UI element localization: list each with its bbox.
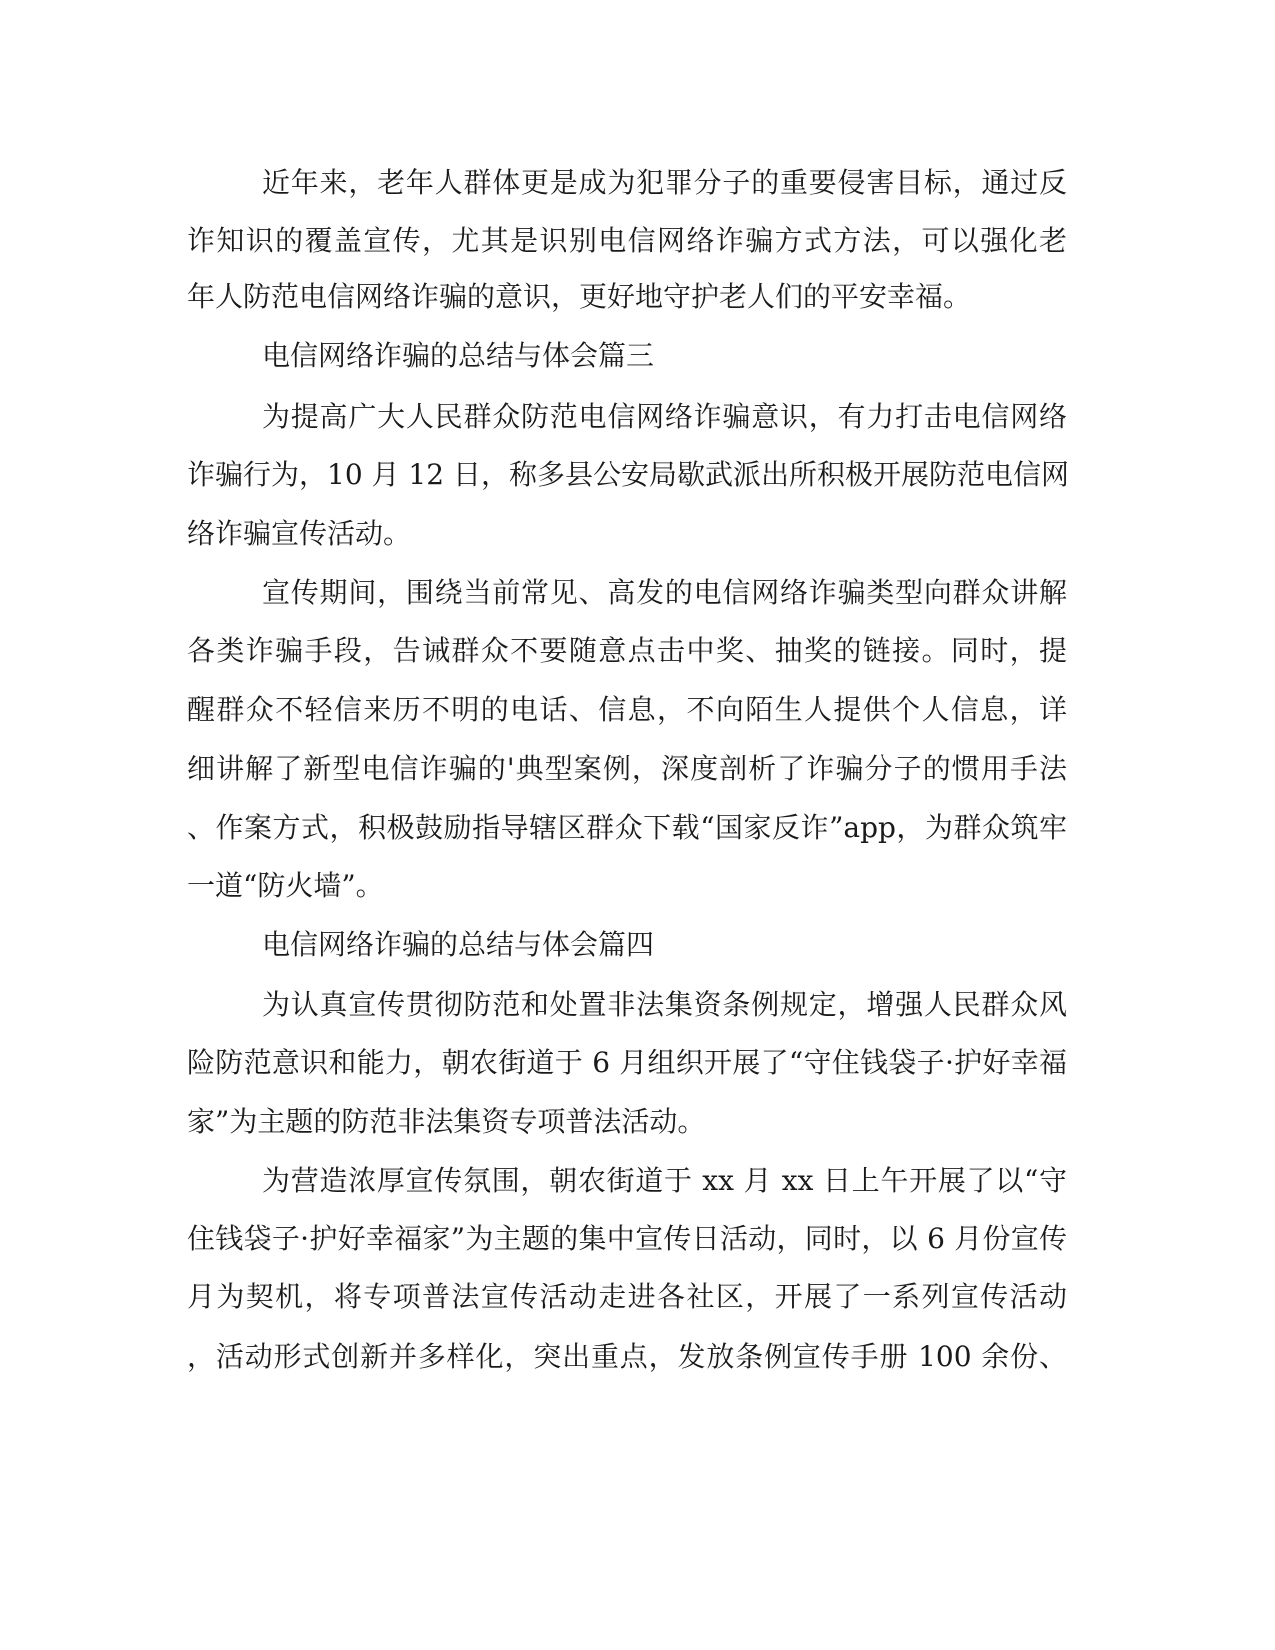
paragraph-line: 络诈骗宣传活动。	[187, 517, 412, 550]
paragraph-line: 为认真宣传贯彻防范和处置非法集资条例规定，增强人民群众风	[262, 988, 1067, 1021]
paragraph-line: 宣传期间，围绕当前常见、高发的电信网络诈骗类型向群众讲解	[262, 576, 1067, 609]
paragraph-line: 住钱袋子·护好幸福家”为主题的集中宣传日活动，同时，以 6 月份宣传	[187, 1222, 1067, 1255]
section-heading: 电信网络诈骗的总结与体会篇四	[262, 928, 655, 961]
paragraph-line: 一道“防火墙”。	[187, 869, 384, 902]
paragraph-line: 为提高广大人民群众防范电信网络诈骗意识，有力打击电信网络	[262, 400, 1067, 433]
paragraph-line: 醒群众不轻信来历不明的电话、信息，不向陌生人提供个人信息，详	[187, 693, 1067, 726]
paragraph-line: 为营造浓厚宣传氛围，朝农街道于 xx 月 xx 日上午开展了以“守	[262, 1164, 1067, 1197]
paragraph-line: 、作案方式，积极鼓励指导辖区群众下载“国家反诈”app，为群众筑牢	[187, 811, 1067, 844]
paragraph-line: 各类诈骗手段，告诫群众不要随意点击中奖、抽奖的链接。同时，提	[187, 634, 1067, 667]
paragraph-line: 险防范意识和能力，朝农街道于 6 月组织开展了“守住钱袋子·护好幸福	[187, 1046, 1067, 1079]
paragraph-line: 家”为主题的防范非法集资专项普法活动。	[187, 1105, 706, 1138]
paragraph-line: 月为契机，将专项普法宣传活动走进各社区，开展了一系列宣传活动	[187, 1280, 1067, 1313]
paragraph-line: ，活动形式创新并多样化，突出重点，发放条例宣传手册 100 余份、	[187, 1340, 1067, 1373]
paragraph-line: 近年来，老年人群体更是成为犯罪分子的重要侵害目标，通过反	[262, 166, 1067, 199]
paragraph-line: 年人防范电信网络诈骗的意识，更好地守护老人们的平安幸福。	[187, 280, 972, 313]
section-heading: 电信网络诈骗的总结与体会篇三	[262, 339, 655, 372]
paragraph-line: 诈骗行为，10 月 12 日，称多县公安局歇武派出所积极开展防范电信网	[187, 458, 1069, 491]
paragraph-line: 诈知识的覆盖宣传，尤其是识别电信网络诈骗方式方法，可以强化老	[187, 224, 1067, 257]
paragraph-line: 细讲解了新型电信诈骗的'典型案例，深度剖析了诈骗分子的惯用手法	[187, 752, 1067, 785]
